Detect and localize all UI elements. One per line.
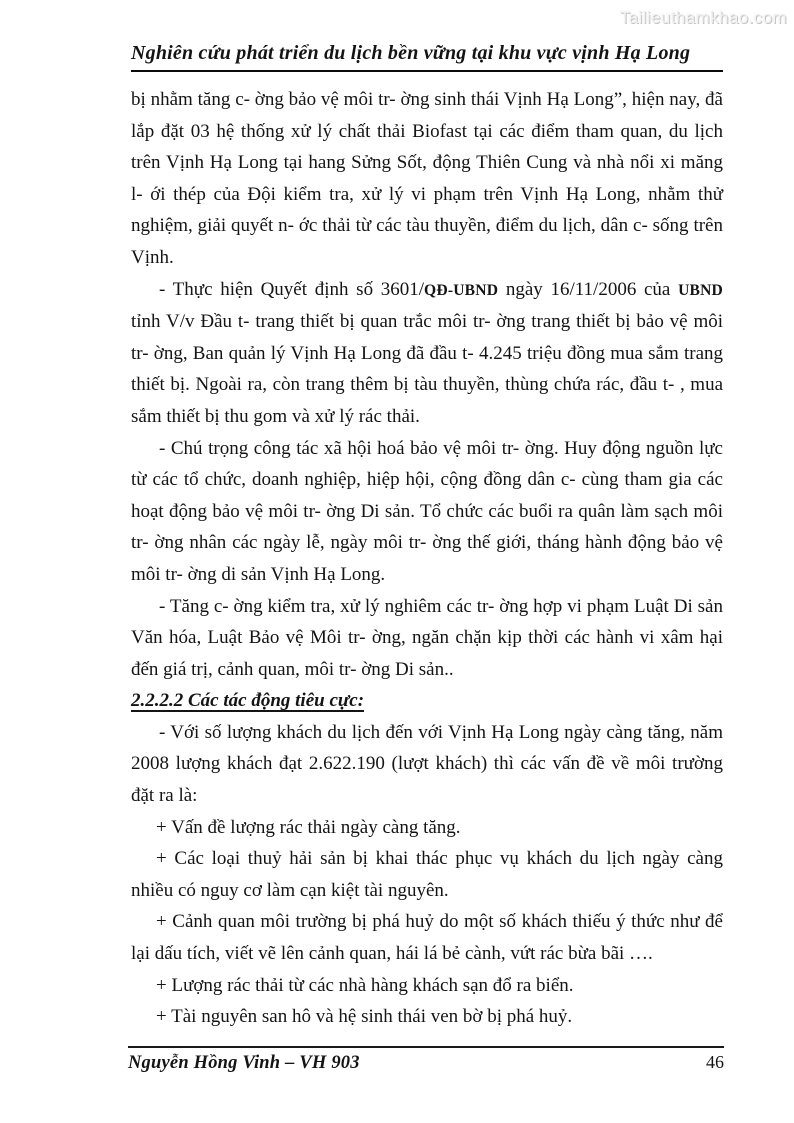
paragraph — [131, 433, 723, 591]
section-heading-text: 2.2.2.2 Các tác động tiêu cực: — [131, 690, 365, 712]
text-run: + Các loại thuỷ hải sản bị khai thác phục vụ khách du lịch ngày càng nhiều có nguy cơ làm cạn kiệt tài nguyên. — [131, 848, 723, 901]
paragraph — [131, 1001, 723, 1033]
text-run: + Cảnh quan môi trường bị phá huỷ do một số khách thiếu ý thức như để lại dấu tích, viết vẽ lên cảnh quan, hái lá bẻ cành, vứt rác bừa bãi …. — [131, 911, 723, 965]
document-body — [131, 84, 723, 1033]
page-number: 46 — [706, 1052, 724, 1072]
running-header-title: Nghiên cứu phát triển du lịch bền vững tại khu vực vịnh Hạ Long — [131, 0, 723, 72]
abbreviation-bold: QĐ-UBND — [424, 281, 499, 299]
text-run: - Với số lượng khách du lịch đến với Vịnh Hạ Long ngày càng tăng, năm 2008 lượng khách đạt 2.622.190 (lượt khách) thì các vấn đề về môi trường đặt ra là: — [131, 721, 723, 807]
footer-author: Nguyễn Hồng Vinh – VH 903 — [128, 1053, 360, 1073]
page-footer — [128, 1046, 724, 1074]
text-run: bị nhằm tăng c- ờng bảo vệ môi tr- ờng sinh thái Vịnh Hạ Long”, hiện nay, đã lắp đặt 03 hệ thống xử lý chất thải Biofast tại các điểm tham quan, du lịch trên Vịnh Hạ Long tại hang Sửng Sốt, động Thiên Cung và nhà nổi xi măng l- ới thép của Đội kiểm tra, xử lý vi phạm trên Vịnh Hạ Long, nhằm thử nghiệm, giải quyết n- ớc thải từ các tàu thuyền, điểm du lịch, dân c- sống trên Vịnh. — [131, 89, 723, 268]
paragraph — [131, 812, 723, 844]
paragraph — [131, 970, 723, 1002]
text-run: - Tăng c- ờng kiểm tra, xử lý nghiêm các tr- ờng hợp vi phạm Luật Di sản Văn hóa, Luật Bảo vệ Môi tr- ờng, ngăn chặn kịp thời các hành vi xâm hại đến giá trị, cảnh quan, môi tr- ờng Di sản.. — [131, 595, 723, 680]
text-run: tỉnh V/v Đầu t- trang thiết bị quan trắc môi tr- ờng trang thiết bị bảo vệ môi tr- ờng, Ban quản lý Vịnh Hạ Long đã đầu t- 4.245 triệu đồng mua sắm trang thiết bị. Ngoài ra, còn trang thêm bị tàu thuyền, thùng chứa rác, đầu t- , mua sắm thiết bị thu gom và xử lý rác thải. — [131, 311, 723, 427]
paragraph — [131, 274, 723, 433]
abbreviation-bold: UBND — [678, 281, 724, 299]
paragraph — [131, 906, 723, 969]
text-run: ngày 16/11/2006 của — [498, 278, 679, 300]
text-run: - Chú trọng công tác xã hội hoá bảo vệ môi tr- ờng. Huy động nguồn lực từ các tổ chức, doanh nghiệp, hiệp hội, cộng đồng dân c- cùng tham gia các hoạt động bảo vệ môi tr- ờng Di sản. Tổ chức các buổi ra quân làm sạch môi tr- ờng nhân các ngày lễ, ngày môi tr- ờng thế giới, tháng hành động bảo vệ môi tr- ờng di sản Vịnh Hạ Long. — [131, 437, 723, 585]
text-run: + Lượng rác thải từ các nhà hàng khách sạn đổ ra biển. — [156, 974, 574, 996]
paragraph — [131, 843, 723, 906]
text-run: + Vấn đề lượng rác thải ngày càng tăng. — [156, 816, 461, 838]
watermark: Tailieuthamkhao.com — [619, 8, 787, 27]
paragraph — [131, 591, 723, 686]
paragraph — [131, 717, 723, 812]
paragraph — [131, 84, 723, 274]
section-heading — [131, 685, 723, 717]
text-run: + Tài nguyên san hô và hệ sinh thái ven bờ bị phá huỷ. — [156, 1006, 573, 1028]
text-run: - Thực hiện Quyết định số 3601/ — [159, 278, 425, 300]
page-content — [131, 0, 723, 1033]
